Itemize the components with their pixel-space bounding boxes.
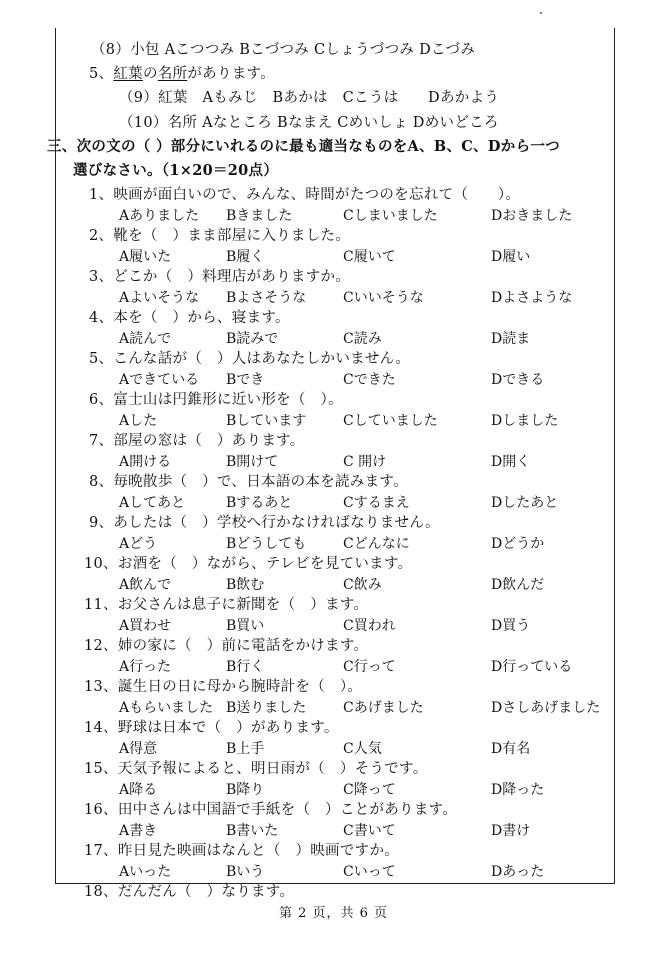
question-number: 15、 [84,761,118,777]
question-12 [84,636,368,656]
question-5-option-c: Cできた [343,372,396,388]
question-3-option-d: Dよさような [491,290,573,306]
question-17-option-c: Cいって [343,864,396,880]
question-13 [84,677,362,697]
prev-q5-word2: 名所 [157,66,188,82]
prev-q5-particle: の [142,66,158,82]
question-6-option-b: Bしています [226,413,307,429]
question-number: 16、 [84,802,118,818]
question-5 [89,349,410,369]
question-4 [89,308,290,328]
question-4-option-b: B読みで [226,331,279,347]
question-14-option-c: C人気 [343,741,382,757]
question-text: 誕生日の日に母から腕時計を（ ）。 [117,679,363,695]
question-number: 8、 [89,474,114,490]
question-9-option-a: Aどう [119,536,158,552]
question-text: 天気予報によると、明日雨が（ ）そうです。 [117,761,428,777]
question-text: お父さんは息子に新聞を（ ）ます。 [117,597,369,613]
section-heading: 三、次の文の（ ）部分にいれるのに最も適当なものをA、B、C、Dから一つ [47,138,560,155]
question-13-option-b: B送りました [226,700,307,716]
question-6-option-d: Dしました [491,413,559,429]
question-14 [84,718,339,738]
question-6 [89,390,343,410]
question-12-option-c: C行って [343,659,396,675]
question-number: 1、 [89,187,114,203]
question-number: 11、 [84,597,118,613]
question-text: 毎晩散歩（ ）で、日本語の本を読みます。 [113,474,408,490]
question-text: お酒を（ ）ながら、テレビを見ています。 [117,556,413,572]
question-11 [84,595,368,615]
question-8-option-a: Aしてあと [119,495,186,511]
page-footer: 第 2 页，共 6 页 [278,906,389,921]
question-number: 7、 [89,433,114,449]
question-11-option-a: A買わせ [119,618,172,634]
question-text: 部屋の窓は（ ）あります。 [113,433,305,449]
prev-q5-number: 5、 [89,66,114,82]
question-7-option-b: B開けて [226,454,279,470]
question-16-option-b: B書いた [226,823,279,839]
question-15-option-b: B降り [226,782,265,798]
question-10 [84,554,412,574]
question-16 [84,800,457,820]
question-12-option-d: D行っている [491,659,573,675]
question-text: 野球は日本で（ ）があります。 [117,720,339,736]
question-number: 10、 [84,556,118,572]
question-number: 2、 [89,228,114,244]
question-text: 田中さんは中国語で手紙を（ ）ことがあります。 [117,802,458,818]
question-text: あしたは（ ）学校へ行かなければなりません。 [113,515,440,531]
question-2 [89,226,350,246]
question-11-option-d: D買う [491,618,531,634]
question-3-option-a: Aよいそうな [119,290,200,306]
question-5-option-d: Dできる [491,372,545,388]
question-13-option-c: Cあげました [343,700,424,716]
question-10-option-c: C飲み [343,577,382,593]
question-10-option-d: D飲んだ [491,577,545,593]
question-2-option-c: C履いて [343,249,396,265]
question-4-option-d: D読ま [491,331,531,347]
question-16-option-d: D書け [491,823,531,839]
question-1-option-c: Cしまいました [343,208,438,224]
question-5-option-b: Bでき [226,372,265,388]
question-6-option-a: Aした [119,413,158,429]
question-1-option-d: Dおきました [491,208,573,224]
question-number: 6、 [89,392,114,408]
question-10-option-b: B飲む [226,577,265,593]
question-16-option-a: A書き [119,823,158,839]
question-number: 12、 [84,638,118,654]
question-3-option-c: Cいいそうな [343,290,424,306]
question-15-option-d: D降った [491,782,545,798]
question-1-option-b: Bきました [226,208,293,224]
question-18 [84,882,294,902]
question-text: こんな話が（ ）人はあなたしかいません。 [113,351,411,367]
question-6-option-c: Cしていました [343,413,438,429]
question-15 [84,759,428,779]
question-2-option-d: D履い [491,249,531,265]
question-17-option-a: Aいった [119,864,172,880]
question-9-option-b: Bどうしても [226,536,307,552]
question-2-option-b: B履く [226,249,265,265]
prev-q5-word1: 紅葉 [113,66,143,82]
question-13-option-d: Dさしあげました [491,700,601,716]
question-7-option-a: A開ける [119,454,172,470]
question-10-option-a: A飲んで [119,577,172,593]
question-number: 14、 [84,720,118,736]
question-number: 5、 [89,351,114,367]
question-number: 3、 [89,269,114,285]
question-number: 4、 [89,310,114,326]
question-3 [89,267,350,287]
question-8-option-b: Bするあと [226,495,293,511]
question-1-option-a: Aありました [119,208,200,224]
question-text: 昨日見た映画はなんと（ ）映画ですか。 [117,843,400,859]
question-11-option-c: C買われ [343,618,396,634]
question-12-option-b: B行く [226,659,265,675]
question-number: 17、 [84,843,118,859]
question-text: だんだん（ ）なります。 [117,884,295,900]
question-1 [89,185,520,205]
question-13-option-a: Aもらいました [119,700,214,716]
question-9-option-d: Dどうか [491,536,545,552]
question-number: 18、 [84,884,118,900]
question-14-option-a: A得意 [119,741,158,757]
scan-speck [540,12,542,14]
question-number: 13、 [84,679,118,695]
question-text: 靴を（ ）まま部屋に入りました。 [113,228,351,244]
question-16-option-c: C書いて [343,823,396,839]
question-7-option-c: C 開け [343,454,387,470]
question-text: 映画が面白いので、みんな、時間がたつのを忘れて（ ）。 [113,187,521,203]
prev-q10-line: （10）名所 Aなところ Bなまえ Cめいしょ Dめいどころ [119,115,499,131]
question-text: 富士山は円錐形に近い形を（ ）。 [113,392,343,408]
question-2-option-a: A履いた [119,249,172,265]
question-7-option-d: D開く [491,454,531,470]
question-4-option-c: C読み [343,331,382,347]
question-15-option-a: A降る [119,782,158,798]
prev-q8-line: （8）小包 Aこつつみ Bこづつみ Cしょうづつみ Dこづみ [91,42,476,58]
question-text: どこか（ ）料理店がありますか。 [113,269,351,285]
question-9 [89,513,440,533]
question-11-option-b: B買い [226,618,265,634]
question-9-option-c: Cどんなに [343,536,410,552]
question-8-option-c: Cするまえ [343,495,410,511]
question-14-option-b: B上手 [226,741,265,757]
question-7 [89,431,305,451]
exam-sheet [47,28,615,900]
question-8 [89,472,408,492]
question-17-option-d: Dあった [491,864,545,880]
question-5-option-a: Aできている [119,372,200,388]
question-12-option-a: A行った [119,659,172,675]
question-17 [84,841,399,861]
question-8-option-d: Dしたあと [491,495,559,511]
prev-q5-line [89,64,275,84]
section-instructions: 選びなさい。（1×20＝20点） [73,162,279,179]
question-text: 本を（ ）から、寝ます。 [113,310,290,326]
question-3-option-b: Bよさそうな [226,290,307,306]
question-text: 姉の家に（ ）前に電話をかけます。 [117,638,369,654]
prev-q5-tail: があります。 [187,66,275,82]
prev-q9-line: （9）紅葉 Aもみじ Bあかは Cこうは Dあかよう [119,90,500,106]
question-number: 9、 [89,515,114,531]
question-17-option-b: Bいう [226,864,265,880]
question-15-option-c: C降って [343,782,396,798]
question-4-option-a: A読んで [119,331,172,347]
question-14-option-d: D有名 [491,741,531,757]
